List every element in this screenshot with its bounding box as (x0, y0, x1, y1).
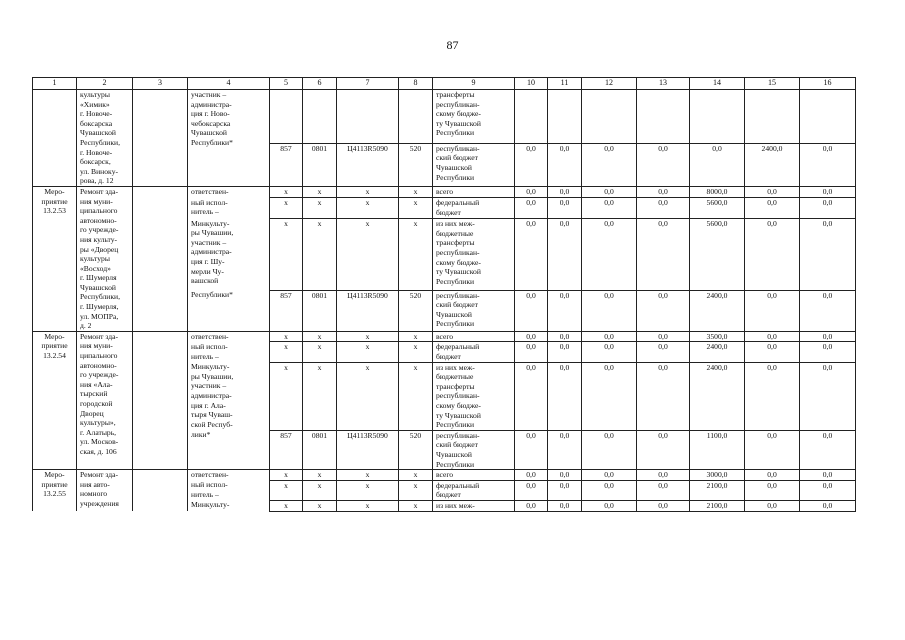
amount-cell: 0,0 (800, 470, 856, 481)
amount-cell: 0,0 (515, 290, 548, 331)
funding-source-cell: федеральный бюджет (433, 198, 515, 219)
funding-source-cell: всего (433, 470, 515, 481)
column-number: 16 (800, 78, 856, 90)
cell-c6: x (303, 470, 337, 481)
amount-cell: 0,0 (800, 342, 856, 362)
responsible-cell: Минкульту- ры Чувашии, участник – администра- ция г. Шу- мерли Чу- вашской (188, 219, 270, 290)
amount-cell: 0,0 (800, 500, 856, 511)
cell-c7: x (337, 362, 399, 430)
budget-table (32, 77, 856, 512)
cell-c6: x (303, 500, 337, 511)
amount-cell: 8000,0 (690, 186, 745, 197)
amount-cell: 0,0 (637, 143, 690, 186)
col3-cell (133, 470, 188, 511)
amount-cell: 0,0 (515, 143, 548, 186)
cell-c6: x (303, 198, 337, 219)
column-number: 13 (637, 78, 690, 90)
column-number: 4 (188, 78, 270, 90)
amount-cell: 0,0 (582, 362, 637, 430)
amount-cell: 0,0 (637, 198, 690, 219)
cell-c5: x (270, 186, 303, 197)
cell-c8: 520 (399, 430, 433, 469)
amount-cell: 0,0 (745, 219, 800, 290)
funding-source-cell: из них меж- бюджетные трансферты республикан- скому бюдже- ту Чувашской Республики (433, 219, 515, 290)
cell-c6: x (303, 342, 337, 362)
object-cell: культуры «Химик» г. Новоче- боксарска Чувашской Республики, г. Новоче- боксарск, ул. Винокy- рова, д. 12 (77, 90, 133, 187)
amount-cell: 0,0 (745, 480, 800, 500)
funding-source-cell: республикан- ский бюджет Чувашской Республики (433, 290, 515, 331)
column-number: 11 (548, 78, 582, 90)
page-number: 87 (446, 38, 459, 52)
amount-cell: 0,0 (515, 219, 548, 290)
amount-cell: 0,0 (745, 500, 800, 511)
amount-cell: 2400,0 (690, 342, 745, 362)
cell-c8: 520 (399, 290, 433, 331)
cell-c7: x (337, 480, 399, 500)
empty-cell (800, 90, 856, 144)
table-row (33, 186, 856, 197)
amount-cell: 0,0 (800, 331, 856, 342)
funding-source-cell: из них меж- бюджетные трансферты республикан- скому бюдже- ту Чувашской Республики (433, 362, 515, 430)
cell-c8: 520 (399, 143, 433, 186)
amount-cell: 0,0 (582, 143, 637, 186)
funding-source-cell: из них меж- (433, 500, 515, 511)
cell-c6: x (303, 480, 337, 500)
amount-cell: 5600,0 (690, 219, 745, 290)
funding-source-cell: федеральный бюджет (433, 342, 515, 362)
cell-c6: x (303, 186, 337, 197)
amount-cell: 0,0 (745, 362, 800, 430)
cell-c7: x (337, 470, 399, 481)
column-number: 5 (270, 78, 303, 90)
amount-cell: 0,0 (515, 331, 548, 342)
responsible-cell: ответствен- (188, 470, 270, 481)
cell-c5: 857 (270, 143, 303, 186)
amount-cell: 0,0 (548, 430, 582, 469)
event-cell: Меро- приятие 13.2.54 (33, 331, 77, 469)
event-cell: Меро- приятие 13.2.53 (33, 186, 77, 331)
amount-cell: 0,0 (637, 290, 690, 331)
amount-cell: 0,0 (800, 219, 856, 290)
cell-c5: x (270, 342, 303, 362)
responsible-cell: лики* (188, 430, 270, 469)
cell-c5: x (270, 219, 303, 290)
table-row (33, 90, 856, 144)
empty-cell (745, 90, 800, 144)
cell-c5: x (270, 470, 303, 481)
object-cell: Ремонт зда- ния муни- ципального автономно- го учрежде- ния «Ала- тырский городской Дворец культуры», г. Алатырь, ул. Москов- ская, д. 106 (77, 331, 133, 469)
funding-source-cell: республикан- ский бюджет Чувашской Республики (433, 430, 515, 469)
column-number: 15 (745, 78, 800, 90)
cell-c7: x (337, 219, 399, 290)
cell-c6: x (303, 362, 337, 430)
empty-cell (337, 90, 399, 144)
cell-c7: Ц4113R5090 (337, 143, 399, 186)
responsible-cell: ответствен- (188, 186, 270, 197)
amount-cell: 0,0 (548, 480, 582, 500)
amount-cell: 1100,0 (690, 430, 745, 469)
cell-c5: 857 (270, 290, 303, 331)
amount-cell: 0,0 (515, 362, 548, 430)
column-number: 7 (337, 78, 399, 90)
amount-cell: 0,0 (582, 331, 637, 342)
amount-cell: 0,0 (637, 500, 690, 511)
amount-cell: 5600,0 (690, 198, 745, 219)
empty-cell (637, 90, 690, 144)
cell-c5: x (270, 480, 303, 500)
amount-cell: 0,0 (582, 430, 637, 469)
amount-cell: 0,0 (548, 186, 582, 197)
responsible-cell: ный испол- нитель – (188, 480, 270, 500)
amount-cell: 0,0 (582, 500, 637, 511)
amount-cell: 0,0 (548, 342, 582, 362)
amount-cell: 0,0 (515, 186, 548, 197)
amount-cell: 0,0 (800, 430, 856, 469)
event-cell (33, 90, 77, 187)
responsible-cell: Минкульту- ры Чувашии, участник – администра- ция г. Ала- тыря Чуваш- ской Респуб- (188, 362, 270, 430)
responsible-cell: Республики* (188, 290, 270, 331)
amount-cell: 0,0 (515, 198, 548, 219)
funding-source-cell: республикан- ский бюджет Чувашской Республики (433, 143, 515, 186)
empty-cell (270, 90, 303, 144)
col3-cell (133, 186, 188, 331)
table-row (33, 331, 856, 342)
amount-cell: 0,0 (637, 470, 690, 481)
funding-source-cell: всего (433, 331, 515, 342)
amount-cell: 0,0 (800, 480, 856, 500)
amount-cell: 0,0 (637, 186, 690, 197)
cell-c6: x (303, 331, 337, 342)
amount-cell: 0,0 (515, 500, 548, 511)
amount-cell: 0,0 (800, 198, 856, 219)
cell-c6: x (303, 219, 337, 290)
amount-cell: 0,0 (690, 143, 745, 186)
column-number-row (33, 78, 856, 90)
column-number: 3 (133, 78, 188, 90)
cell-c6: 0801 (303, 290, 337, 331)
amount-cell: 0,0 (515, 430, 548, 469)
amount-cell: 0,0 (745, 290, 800, 331)
column-number: 8 (399, 78, 433, 90)
empty-cell (548, 90, 582, 144)
amount-cell: 0,0 (548, 362, 582, 430)
col3-cell (133, 331, 188, 469)
amount-cell: 0,0 (582, 470, 637, 481)
amount-cell: 0,0 (582, 186, 637, 197)
amount-cell: 2400,0 (690, 290, 745, 331)
amount-cell: 2400,0 (690, 362, 745, 430)
column-number: 2 (77, 78, 133, 90)
empty-cell (690, 90, 745, 144)
amount-cell: 0,0 (582, 219, 637, 290)
cell-c5: x (270, 500, 303, 511)
cell-c8: x (399, 362, 433, 430)
cell-c5: x (270, 198, 303, 219)
cell-c8: x (399, 500, 433, 511)
object-cell: Ремонт зда- ния авто- номного учреждения (77, 470, 133, 511)
empty-cell (399, 90, 433, 144)
object-cell: Ремонт зда- ния муни- ципального автономно- го учрежде- ния культу- ры «Дворец культуры «Восход» г. Шумерля Чувашской Республики, г. Шумерля, ул. МОПРа, д. 2 (77, 186, 133, 331)
amount-cell: 3500,0 (690, 331, 745, 342)
empty-cell (515, 90, 548, 144)
responsible-cell: ответствен- (188, 331, 270, 342)
amount-cell: 0,0 (548, 219, 582, 290)
column-number: 9 (433, 78, 515, 90)
amount-cell: 2100,0 (690, 500, 745, 511)
cell-c7: Ц4113R5090 (337, 290, 399, 331)
amount-cell: 0,0 (582, 198, 637, 219)
cell-c8: x (399, 470, 433, 481)
cell-c5: 857 (270, 430, 303, 469)
responsible-cell: ный испол- нитель – (188, 198, 270, 219)
cell-c8: x (399, 198, 433, 219)
amount-cell: 0,0 (637, 342, 690, 362)
amount-cell: 0,0 (515, 342, 548, 362)
column-number: 14 (690, 78, 745, 90)
amount-cell: 0,0 (582, 480, 637, 500)
amount-cell: 0,0 (515, 470, 548, 481)
cell-c5: x (270, 362, 303, 430)
amount-cell: 0,0 (745, 186, 800, 197)
cell-c7: x (337, 342, 399, 362)
amount-cell: 0,0 (637, 219, 690, 290)
cell-c8: x (399, 331, 433, 342)
amount-cell: 0,0 (548, 470, 582, 481)
amount-cell: 0,0 (637, 430, 690, 469)
cell-c8: x (399, 342, 433, 362)
column-number: 6 (303, 78, 337, 90)
empty-cell (303, 90, 337, 144)
funding-source-cell: всего (433, 186, 515, 197)
amount-cell: 0,0 (800, 186, 856, 197)
cell-c8: x (399, 219, 433, 290)
amount-cell: 0,0 (548, 290, 582, 331)
cell-c6: 0801 (303, 143, 337, 186)
amount-cell: 0,0 (745, 331, 800, 342)
responsible-cell: Минкульту- (188, 500, 270, 511)
amount-cell: 0,0 (637, 331, 690, 342)
event-cell: Меро- приятие 13.2.55 (33, 470, 77, 511)
amount-cell: 0,0 (637, 480, 690, 500)
column-number: 1 (33, 78, 77, 90)
amount-cell: 0,0 (548, 143, 582, 186)
amount-cell: 0,0 (582, 342, 637, 362)
column-number: 12 (582, 78, 637, 90)
column-number: 10 (515, 78, 548, 90)
cell-c7: x (337, 331, 399, 342)
cell-c7: Ц4113R5090 (337, 430, 399, 469)
cell-c7: x (337, 500, 399, 511)
amount-cell: 0,0 (515, 480, 548, 500)
amount-cell: 0,0 (637, 362, 690, 430)
col3-cell (133, 90, 188, 187)
cell-c7: x (337, 186, 399, 197)
cell-c5: x (270, 331, 303, 342)
amount-cell: 0,0 (745, 198, 800, 219)
funding-source-cell: федеральный бюджет (433, 480, 515, 500)
amount-cell: 0,0 (800, 290, 856, 331)
cell-c7: x (337, 198, 399, 219)
cell-c8: x (399, 480, 433, 500)
amount-cell: 0,0 (800, 362, 856, 430)
amount-cell: 0,0 (800, 143, 856, 186)
responsible-cell: ный испол- нитель – (188, 342, 270, 362)
amount-cell: 0,0 (548, 500, 582, 511)
amount-cell: 0,0 (745, 342, 800, 362)
responsible-cell: участник – администра- ция г. Ново- чебоксарска Чувашской Республики* (188, 90, 270, 187)
funding-source-cell: трансферты республикан- скому бюдже- ту Чувашской Республики (433, 90, 515, 144)
table-row (33, 470, 856, 481)
amount-cell: 0,0 (548, 331, 582, 342)
empty-cell (582, 90, 637, 144)
amount-cell: 0,0 (745, 430, 800, 469)
amount-cell: 0,0 (745, 470, 800, 481)
cell-c8: x (399, 186, 433, 197)
cell-c6: 0801 (303, 430, 337, 469)
amount-cell: 2100,0 (690, 480, 745, 500)
amount-cell: 3000,0 (690, 470, 745, 481)
amount-cell: 0,0 (548, 198, 582, 219)
amount-cell: 0,0 (582, 290, 637, 331)
amount-cell: 2400,0 (745, 143, 800, 186)
